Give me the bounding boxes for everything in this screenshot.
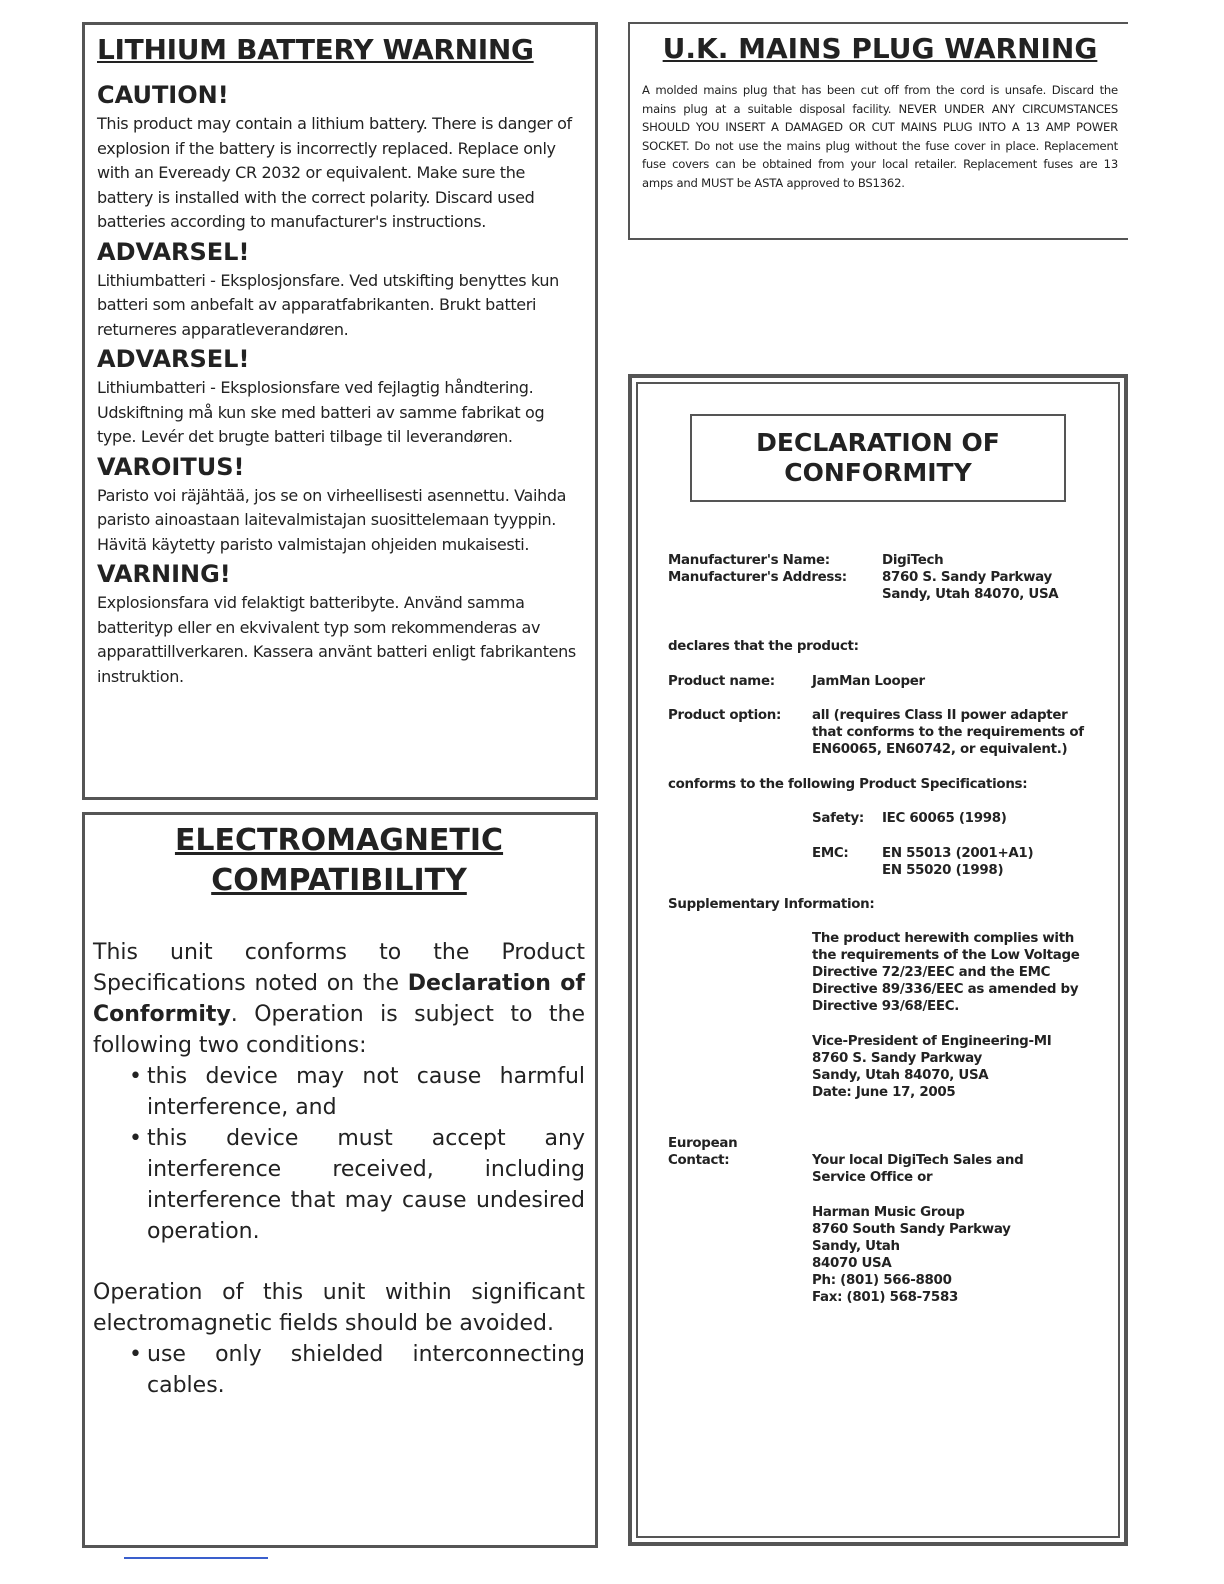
manufacturer-address-label: Manufacturer's Address:	[668, 570, 847, 585]
emc-label: EMC:	[812, 846, 849, 861]
warning-section-danish	[97, 344, 579, 450]
section-text: This product may contain a lithium battery. There is danger of explosion if the battery is incorrectly replaced. Replace only with an Eveready CR 2032 or equivalent. Make sure the battery is installed with the correct polarity. Discard used batteries according to manufacturer's instructions.	[97, 114, 572, 231]
safety-value: IEC 60065 (1998)	[882, 811, 1007, 826]
manufacturer-address-line: 8760 S. Sandy Parkway	[882, 570, 1052, 585]
declares-statement: declares that the product:	[668, 639, 859, 654]
emc-title-line: ELECTROMAGNETIC	[174, 823, 504, 858]
signatory-line: 8760 S. Sandy Parkway	[812, 1051, 982, 1066]
lithium-warning-title: LITHIUM BATTERY WARNING	[97, 33, 534, 66]
section-text: Explosionsfara vid felaktigt batteribyte. Använd samma batterityp eller en ekvivalent typ som rekommenderas av apparattillverkaren. Kassera använt batteri enligt fabrikantens instruktion.	[97, 593, 576, 686]
harman-phone: Ph: (801) 566-8800	[812, 1273, 952, 1288]
european-contact-label: Contact:	[668, 1153, 730, 1168]
section-heading: VARNING!	[97, 560, 231, 588]
emc-title	[93, 821, 585, 901]
supplementary-line: The product herewith complies with	[812, 931, 1075, 946]
manufacturer-address-line: Sandy, Utah 84070, USA	[882, 587, 1059, 602]
list-item-text: this device may not cause harmful interference, and	[147, 1064, 585, 1120]
signatory-line: Vice-President of Engineering-MI	[812, 1034, 1052, 1049]
contact-line: Your local DigiTech Sales and	[812, 1153, 1024, 1168]
manufacturer-name: DigiTech	[882, 553, 944, 568]
product-option-label: Product option:	[668, 708, 782, 723]
bullet-icon: •	[129, 1064, 142, 1089]
uk-plug-title: U.K. MAINS PLUG WARNING	[662, 32, 1098, 65]
product-option-line: EN60065, EN60742, or equivalent.)	[812, 742, 1068, 757]
product-option-line: all (requires Class II power adapter	[812, 708, 1068, 723]
list-item-text: use only shielded interconnecting cables.	[147, 1342, 585, 1398]
section-heading: ADVARSEL!	[97, 237, 250, 266]
safety-label: Safety:	[812, 811, 864, 826]
product-option-line: that conforms to the requirements of	[812, 725, 1084, 740]
emc-paragraph	[93, 937, 585, 1061]
emc-conditions-list	[93, 1061, 585, 1247]
signatory-line: Sandy, Utah 84070, USA	[812, 1068, 989, 1083]
product-name-label: Product name:	[668, 674, 775, 689]
section-text: Lithiumbatteri - Eksplosionsfare ved fejlagtig håndtering. Udskiftning må kun ske med batteri av samme fabrikat og type. Levér det brugte batteri tilbage til leverandøren.	[97, 378, 545, 446]
warning-section-english	[97, 80, 579, 235]
supplementary-line: Directive 89/336/EEC as amended by	[812, 982, 1079, 997]
section-heading: VAROITUS!	[97, 452, 245, 481]
emc-paragraph-text: This unit conforms to the Product Specifications noted on the	[93, 940, 585, 996]
product-name: JamMan Looper	[812, 674, 925, 689]
harman-address-line: 8760 South Sandy Parkway	[812, 1222, 1011, 1237]
warning-section-norwegian	[97, 237, 579, 343]
lithium-battery-warning-panel	[82, 22, 598, 800]
supplementary-label: Supplementary Information:	[668, 897, 875, 912]
footer-rule	[124, 1557, 268, 1559]
supplementary-line: Directive 72/23/EEC and the EMC	[812, 965, 1051, 980]
emc-paragraph: Operation of this unit within significant electromagnetic fields should be avoided.	[93, 1280, 585, 1336]
declaration-title-line: CONFORMITY	[784, 458, 972, 487]
declaration-title-line: DECLARATION OF	[756, 428, 1000, 457]
uk-plug-text: A molded mains plug that has been cut off from the cord is unsafe. Discard the mains plug at a suitable disposal facility. NEVER UNDER ANY CIRCUMSTANCES SHOULD YOU INSERT A DAMAGED OR CUT MAINS PLUG INTO A 13 AMP POWER SOCKET. Do not use the mains plug without the fuse cover in place. Replacement fuse covers can be obtained from your local retailer. Replacement fuses are 13 amps and MUST be ASTA approved to BS1362.	[642, 83, 1118, 190]
declaration-inner-frame	[636, 382, 1120, 1538]
declaration-title	[690, 414, 1066, 502]
emc-title-line: COMPATIBILITY	[211, 863, 467, 898]
declaration-of-conformity-panel	[628, 374, 1128, 1546]
bullet-icon: •	[129, 1342, 142, 1367]
section-text: Paristo voi räjähtää, jos se on virheellisesti asennettu. Vaihda paristo ainoastaan laitevalmistajan suosittelemaan tyyppin. Hävitä käytetty paristo valmistajan ohjeiden mukaisesti.	[97, 485, 567, 554]
uk-mains-plug-warning-panel	[628, 22, 1128, 240]
manufacturer-name-label: Manufacturer's Name:	[668, 553, 830, 568]
warning-section-finnish	[97, 452, 579, 558]
conforms-statement: conforms to the following Product Specifications:	[668, 777, 1028, 792]
list-item	[129, 1061, 585, 1123]
supplementary-line: Directive 93/68/EEC.	[812, 999, 960, 1014]
section-text: Lithiumbatteri - Eksplosjonsfare. Ved utskifting benyttes kun batteri som anbefalt av apparatfabrikanten. Brukt batteri returneres apparatleverandøren.	[97, 270, 559, 339]
harman-fax: Fax: (801) 568-7583	[812, 1290, 958, 1305]
bullet-icon: •	[129, 1126, 142, 1151]
warning-section-swedish	[97, 559, 579, 689]
emc-declaration-ref: Declaration of Conformity	[93, 971, 585, 1027]
section-heading: ADVARSEL!	[97, 345, 250, 373]
emc-value: EN 55020 (1998)	[882, 863, 1004, 878]
european-contact-label: European	[668, 1136, 738, 1151]
supplementary-line: the requirements of the Low Voltage	[812, 948, 1080, 963]
emc-value: EN 55013 (2001+A1)	[882, 846, 1034, 861]
emc-paragraph-text: . Operation is subject to the following two conditions:	[93, 1002, 585, 1058]
declaration-date: Date: June 17, 2005	[812, 1085, 956, 1100]
emc-panel	[82, 812, 598, 1548]
contact-line: Service Office or	[812, 1170, 933, 1185]
harman-address-line: 84070 USA	[812, 1256, 892, 1271]
emc-cable-list	[93, 1339, 585, 1401]
harman-address-line: Harman Music Group	[812, 1205, 965, 1220]
list-item	[129, 1339, 585, 1401]
list-item-text: this device must accept any interference received, including interference that may cause undesired operation.	[147, 1126, 585, 1244]
harman-address-line: Sandy, Utah	[812, 1239, 900, 1254]
section-heading: CAUTION!	[97, 81, 229, 109]
list-item	[129, 1123, 585, 1247]
